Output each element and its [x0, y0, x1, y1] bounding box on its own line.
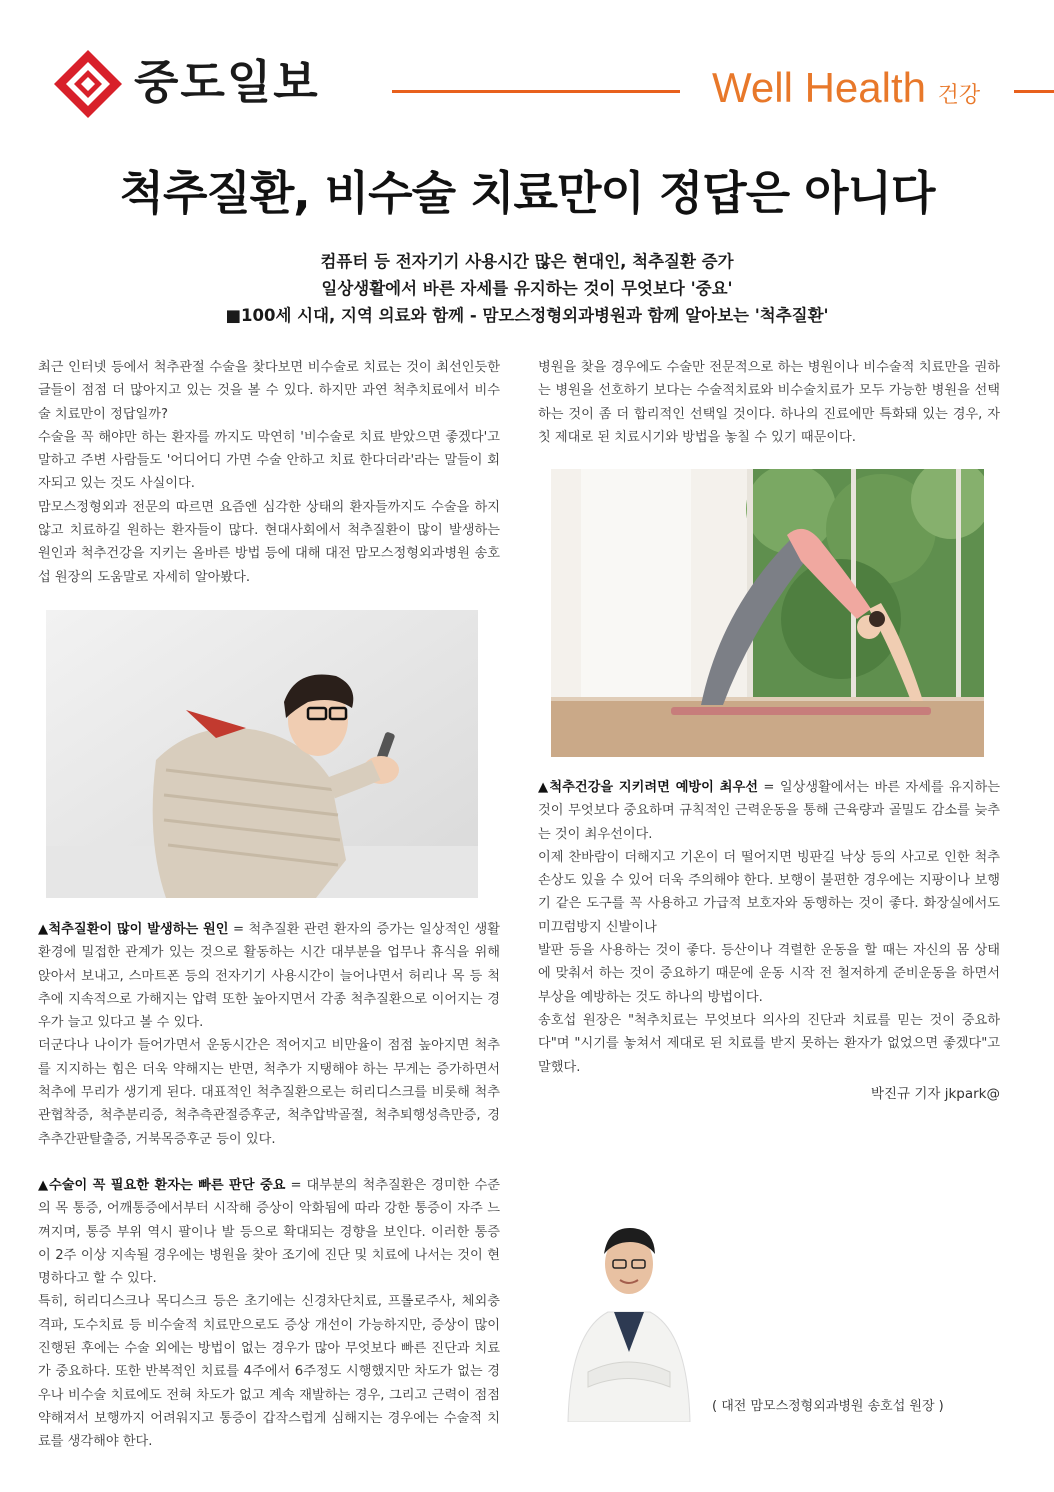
right-body-column — [538, 776, 1000, 1079]
section-label — [712, 62, 980, 121]
photo-yoga-downward-dog — [551, 469, 984, 757]
section-surgery-lead: = 대부분의 척추질환은 경미한 수준의 목 통증, 어깨통증에서부터 시작해 증상이 악화됨에 따라 강한 통증이 자주 느껴지며, 통증 부위 역시 팔이나 발 등으로 확대되는 경향을 보인다. 이러한 통증이 2주 이상 지속될 경우에는 병원을 찾아 조기에 진단 및 치료에 나서는 것이 현명하다고 할 수 있다. — [38, 1177, 500, 1287]
subhead-3: ■100세 시대, 지역 의료와 함께 - 맘모스정형외과병원과 함께 알아보는 '척추질환' — [225, 306, 829, 325]
section-surgery-paragraph — [38, 1174, 500, 1290]
diamond-logo-icon — [52, 48, 124, 120]
subhead-1: 컴퓨터 등 전자기기 사용시간 많은 현대인, 척추질환 증가 — [320, 252, 734, 271]
byline: 박진규 기자 jkpark@ — [870, 1086, 1000, 1102]
section-cause-paragraph — [38, 918, 500, 1034]
header-rule-right — [1014, 90, 1054, 93]
section-prevent-quote: 송호섭 원장은 "척추치료는 무엇보다 의사의 진단과 치료를 믿는 것이 중요하다"며 "시기를 놓쳐서 제대로 된 치료를 받지 못하는 환자가 없었으면 좋겠다"고 말했다. — [538, 1012, 1000, 1075]
intro-column — [38, 356, 500, 589]
section-cause-title: ▲척추질환이 많이 발생하는 원인 — [38, 922, 229, 937]
section-prevent-title: ▲척추건강을 지키려면 예방이 최우선 — [538, 780, 758, 795]
article-subheads — [0, 248, 1054, 329]
intro-paragraph-3: 맘모스정형외과 전문의 따르면 요즘엔 심각한 상태의 환자들까지도 수술을 하지않고 치료하길 원하는 환자들이 많다. 현대사회에서 척추질환이 많이 발생하는 원인과 척추건강을 지키는 올바른 방법 등에 대해 대전 맘모스정형외과병원 송호섭 원장의 도움말로 자세히 알아봤다. — [38, 499, 500, 585]
section-cause-paragraph-2: 더군다나 나이가 들어가면서 운동시간은 적어지고 비만율이 점점 높아지면 척추를 지지하는 힘은 더욱 약해지는 반면, 척추가 지탱해야 하는 무게는 증가하면서 척추에 무리가 생기게 된다. 대표적인 척추질환으로는 허리디스크를 비롯해 척추관협착증, 척추분리증, 척추측관절증후군, 척추압박골절, 척추퇴행성측만증, 경추추간판탈출증, 거북목증후군 등이 있다. — [38, 1038, 500, 1147]
right-top-column — [538, 356, 1000, 449]
section-surgery-paragraph-2: 특히, 허리디스크나 목디스크 등은 초기에는 신경차단치료, 프롤로주사, 체외충격파, 도수치료 등 비수술적 치료만으로도 증상 개선이 가능하지만, 증상이 많이 진행된 후에는 수술 외에는 방법이 없는 경우가 많아 무엇보다 빠른 진단과 치료가 중요하다. 또한 반복적인 치료를 4주에서 6주정도 시행했지만 차도가 없는 경우나 비수술 치료에도 전혀 차도가 없고 계속 재발하는 경우, 그리고 근력이 점점 약해져서 보행까지 어려워지고 통증이 갑작스럽게 심해지는 경우에는 수술적 치료를 생각해야 한다. — [38, 1294, 500, 1450]
section-label-ko: 건강 — [937, 82, 981, 107]
subhead-2: 일상생활에서 바른 자세를 유지하는 것이 무엇보다 '중요' — [321, 279, 733, 298]
masthead — [0, 0, 1054, 140]
newspaper-logo-text: 중도일보 — [134, 55, 320, 109]
doctor-photo-caption: ( 대전 맘모스정형외과병원 송호섭 원장 ) — [712, 1399, 944, 1414]
section-label-en: Well Health — [712, 64, 926, 111]
section-prevent-paragraph-3: 발판 등을 사용하는 것이 좋다. 등산이나 격렬한 운동을 할 때는 자신의 몸 상태에 맞춰서 하는 것이 중요하기 때문에 운동 시작 전 철저하게 준비운동을 하면서 부상을 예방하는 것도 하나의 방법이다. — [538, 943, 1000, 1005]
right-top-paragraph: 병원을 찾을 경우에도 수술만 전문적으로 하는 병원이나 비수술적 치료만을 권하는 병원을 선호하기 보다는 수술적치료와 비수술치료가 모두 가능한 병원을 선택하는 것이 좀 더 합리적인 선택일 것이다. 하나의 진료에만 특화돼 있는 경우, 자칫 제대로 된 치료시기와 방법을 놓칠 수 있기 때문이다. — [538, 360, 1000, 445]
section-prevent-paragraph-2: 이제 찬바람이 더해지고 기온이 더 떨어지면 빙판길 낙상 등의 사고로 인한 척추 손상도 있을 수 있어 더욱 주의해야 한다. 보행이 불편한 경우에는 지팡이나 보행기 같은 도구를 꼭 사용하고 가급적 보호자와 동행하는 것이 좋다. 화장실에서도 미끄럼방지 신발이나 — [538, 849, 1000, 935]
section-surgery-title: ▲수술이 꼭 필요한 환자는 빠른 판단 중요 — [38, 1177, 286, 1193]
header-rule-left — [392, 90, 680, 93]
left-body-column — [38, 918, 500, 1454]
photo-man-with-smartphone — [46, 610, 478, 898]
section-cause-lead: = 척추질환 관련 환자의 증가는 일상적인 생활 환경에 밀접한 관계가 있는 것으로 활동하는 시간 대부분을 업무나 휴식을 위해 앉아서 보내고, 스마트폰 등의 전자기기 사용시간이 늘어나면서 허리나 목 등 척추에 지속적으로 가해지는 압력 또한 높아지면서 각종 척추질환으로 이어지는 경우가 늘고 있다고 볼 수 있다. — [38, 922, 500, 1031]
section-prevent-paragraph — [538, 776, 1000, 846]
photo-doctor-portrait — [558, 1202, 700, 1422]
intro-paragraph-1: 최근 인터넷 등에서 척추관절 수술을 찾다보면 비수술로 치료는 것이 최선인듯한 글들이 점점 더 많아지고 있는 것을 볼 수 있다. 하지만 과연 척추치료에서 비수술 치료만이 정답일까? — [38, 360, 500, 422]
section-prevent-lead: = 일상생활에서는 바른 자세를 유지하는 것이 무엇보다 중요하며 규칙적인 근력운동을 통해 근육량과 골밀도 감소를 늦추는 것이 최우선이다. — [538, 780, 1000, 842]
article-headline: 척추질환, 비수술 치료만이 정답은 아니다 — [119, 166, 935, 220]
intro-paragraph-2: 수술을 꼭 해야만 하는 환자를 까지도 막연히 '비수술로 치료 받았으면 좋겠다'고 말하고 주변 사람들도 '어디어디 가면 수술 안하고 치료 한다더라'라는 말들이 회자되고 있는 것도 사실이다. — [38, 429, 500, 492]
